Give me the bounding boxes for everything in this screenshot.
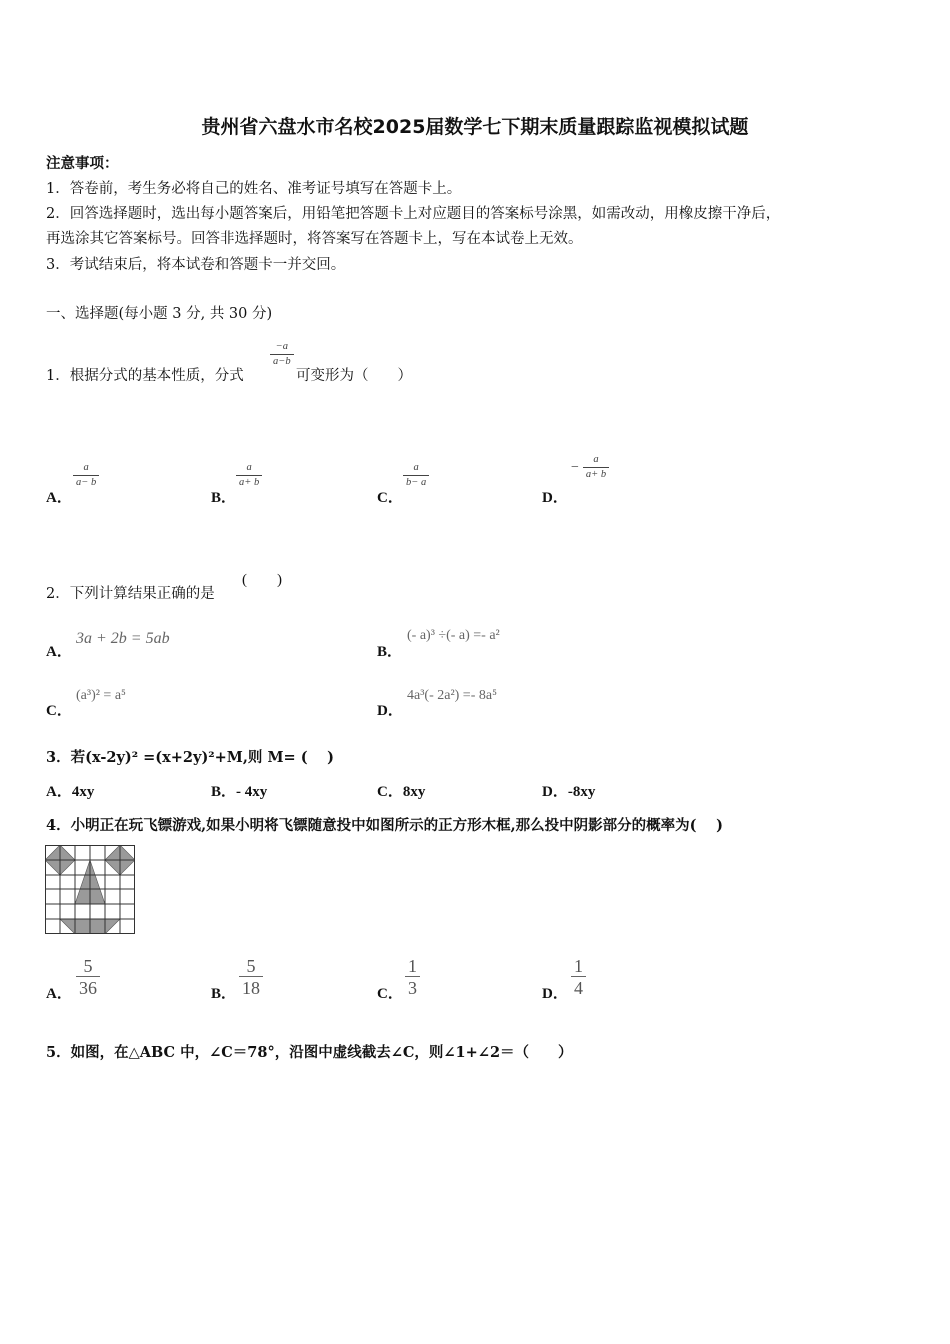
q4-d-den: 4 bbox=[571, 976, 586, 997]
q4-option-b bbox=[239, 957, 263, 997]
q1-c-den: b− a bbox=[403, 475, 429, 489]
q5-text: 5．如图，在△ABC 中，∠C＝78°，沿图中虚线截去∠C，则∠1+∠2＝（ ） bbox=[46, 1044, 573, 1061]
q2-option-b-label: B． bbox=[377, 644, 403, 660]
q1-a-den: a− b bbox=[73, 475, 99, 489]
q1-option-d-label: D． bbox=[542, 490, 568, 506]
notes-line-1: 1．答卷前，考生务必将自己的姓名、准考证号填写在答题卡上。 bbox=[46, 181, 462, 197]
q4-b-den: 18 bbox=[239, 976, 263, 997]
section-heading: 一、选择题(每小题 3 分, 共 30 分) bbox=[46, 306, 273, 322]
q3-option-a bbox=[46, 780, 94, 801]
notes-line-3: 3．考试结束后，将本试卷和答题卡一并交回。 bbox=[46, 257, 346, 273]
q4-option-a bbox=[76, 957, 100, 997]
q2-option-c-label: C． bbox=[46, 703, 72, 719]
q1-fraction bbox=[270, 334, 294, 367]
q1-option-a-label: A． bbox=[46, 490, 72, 506]
q4-c-num: 1 bbox=[408, 956, 417, 976]
q3-d-label: D． bbox=[542, 784, 568, 800]
q4-a-num: 5 bbox=[83, 956, 93, 976]
q4-b-num: 5 bbox=[246, 956, 256, 976]
q3-text: 3．若(x-2y)² =(x+2y)²+M,则 M= ( ) bbox=[46, 749, 334, 766]
q4-option-d-label: D． bbox=[542, 986, 568, 1002]
q3-d-value: -8xy bbox=[567, 784, 596, 800]
q4-d-num: 1 bbox=[574, 956, 583, 976]
q4-c-den: 3 bbox=[405, 976, 420, 997]
q1-d-den: a+ b bbox=[583, 467, 609, 481]
q1-d-sign: − bbox=[571, 459, 579, 475]
q1-a-num: a bbox=[83, 462, 89, 473]
q2-answer-paren: ( ) bbox=[242, 572, 282, 588]
q2-option-a-expr: 3a + 2b = 5ab bbox=[76, 630, 170, 647]
q4-option-b-label: B． bbox=[211, 986, 237, 1002]
q1-option-b bbox=[236, 455, 262, 488]
page-title: 贵州省六盘水市名校2025届数学七下期末质量跟踪监视模拟试题 bbox=[201, 116, 749, 138]
q1-option-a bbox=[73, 455, 99, 488]
q3-c-label: C． bbox=[377, 784, 403, 800]
q1-option-b-label: B． bbox=[211, 490, 237, 506]
q4-dartboard-figure bbox=[45, 845, 135, 934]
q3-b-value: - 4xy bbox=[236, 784, 268, 800]
q3-a-value: 4xy bbox=[71, 784, 95, 800]
q1-option-c bbox=[403, 455, 429, 488]
q2-text: 2．下列计算结果正确的是 bbox=[46, 586, 215, 602]
q4-text: 4．小明正在玩飞镖游戏,如果小明将飞镖随意投中如图所示的正方形木框,那么投中阴影部分的概率为( ) bbox=[46, 817, 723, 834]
q1-d-num: a bbox=[593, 454, 599, 465]
q1-frac-den: a−b bbox=[270, 354, 294, 368]
q1-b-num: a bbox=[246, 462, 252, 473]
q3-option-b bbox=[211, 780, 267, 801]
q2-option-a-label: A． bbox=[46, 644, 72, 660]
q4-option-d bbox=[571, 957, 586, 997]
q1-text-after: 可变形为（ ） bbox=[296, 368, 412, 384]
q2-option-d-label: D． bbox=[377, 703, 403, 719]
q1-option-c-label: C． bbox=[377, 490, 403, 506]
q1-b-den: a+ b bbox=[236, 475, 262, 489]
q3-c-value: 8xy bbox=[402, 784, 426, 800]
q1-option-d bbox=[571, 455, 609, 480]
q2-option-d-expr: 4a³(- 2a²) =- 8a⁵ bbox=[407, 688, 497, 703]
q3-option-d bbox=[542, 780, 595, 801]
notes-line-2b: 再选涂其它答案标号。回答非选择题时，将答案写在答题卡上，写在本试卷上无效。 bbox=[46, 231, 583, 247]
q3-b-label: B． bbox=[211, 784, 237, 800]
q3-option-c bbox=[377, 780, 425, 801]
q4-option-c-label: C． bbox=[377, 986, 403, 1002]
q1-text-before: 1．根据分式的基本性质，分式 bbox=[46, 368, 244, 384]
q4-option-a-label: A． bbox=[46, 986, 72, 1002]
q4-a-den: 36 bbox=[76, 976, 100, 997]
q1-c-num: a bbox=[413, 462, 419, 473]
notes-line-2a: 2．回答选择题时，选出每小题答案后，用铅笔把答题卡上对应题目的答案标号涂黑，如需改动，用橡皮擦干净后， bbox=[46, 206, 781, 222]
q4-option-c bbox=[405, 957, 420, 997]
q2-option-b-expr: (- a)³ ÷(- a) =- a² bbox=[407, 628, 500, 643]
q2-option-c-expr: (a³)² = a⁵ bbox=[76, 688, 126, 703]
q1-frac-num: −a bbox=[275, 341, 288, 352]
q3-a-label: A． bbox=[46, 784, 72, 800]
notes-heading: 注意事项： bbox=[46, 155, 119, 172]
